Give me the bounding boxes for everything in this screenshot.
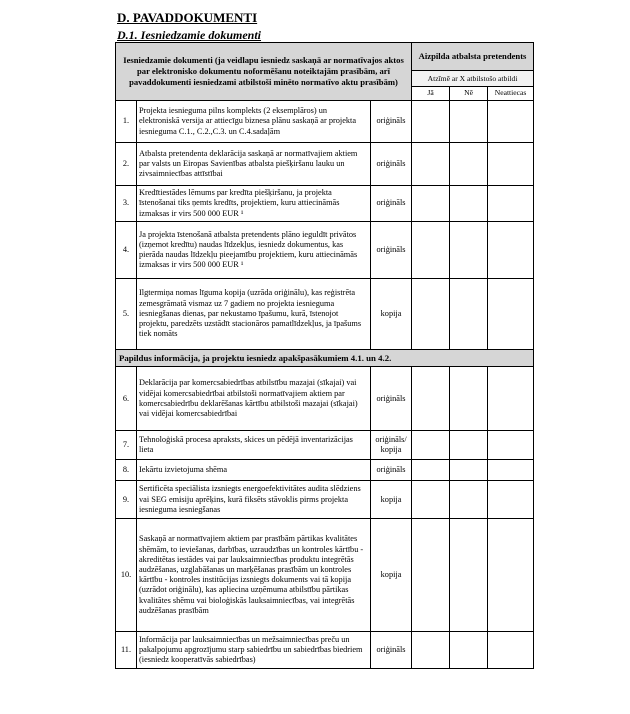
checkbox-no[interactable] xyxy=(450,632,488,669)
documents-column-header: Iesniedzamie dokumenti (ja veidlapu iesniedz saskaņā ar normatīvajos aktos par elektronisko dokumentu noformēšanu noteiktajām prasībām, arī pavaddokumenti iesniedzami atbilstoši minēto normatīvo aktu prasībām) xyxy=(116,43,412,101)
checkbox-na[interactable] xyxy=(488,431,534,460)
checkbox-yes[interactable] xyxy=(412,222,450,279)
table-row xyxy=(116,186,534,222)
checkbox-yes[interactable] xyxy=(412,367,450,431)
document-description: Saskaņā ar normatīvajiem aktiem par prasībām pārtikas kvalitātes shēmām, to ieviešanas, darbības, uzraudzības un kontroles kārtību - akreditētas iestādes vai par lauksaimniecības produktu integrētās audzēšanas, uzglabāšanas un marķēšanas prasībām un kontroles kārtību - kontroles institūcijas izsniegts dokuments vai tā kopija (uzrādot oriģinālu), kas apliecina uzņēmuma atbilstību pārtikas kvalitātes shēmu vai bioloģiskās lauksaimniecības, vai integrētās audzēšanas prasībām xyxy=(137,519,371,632)
checkbox-yes[interactable] xyxy=(412,431,450,460)
checkbox-no[interactable] xyxy=(450,460,488,481)
table-row xyxy=(116,431,534,460)
table-row xyxy=(116,279,534,350)
checkbox-na[interactable] xyxy=(488,519,534,632)
checkbox-yes[interactable] xyxy=(412,519,450,632)
document-description: Ilgtermiņa nomas līguma kopija (uzrāda oriģinālu), kas reģistrēta zemesgrāmatā vismaz uz 7 gadiem no projekta iesnieguma iesniegšanas dienas, par nekustamo īpašumu, kurā, īstenojot projektu, paredzēts uzstādīt stacionāros pamatlīdzekļus, ja īpašums tiek nomāts xyxy=(137,279,371,350)
row-number: 3. xyxy=(116,186,137,222)
document-description: Projekta iesnieguma pilns komplekts (2 eksemplāros) un elektroniskā versija ar attiecīgu biznesa plānu saskaņā ar projekta iesnieguma C.1., C.2.,C.3. un C.4.sadaļām xyxy=(137,101,371,143)
subsection-heading: D.1. Iesniedzamie dokumenti xyxy=(117,28,262,42)
document-form: oriģināls xyxy=(371,460,412,481)
document-description: Informācija par lauksaimniecības un mežsaimniecības preču un pakalpojumu apgrozījumu starp sabiedrību un sabiedrības biedriem (iesniedz kooperatīvās sabiedrības) xyxy=(137,632,371,669)
checkbox-yes[interactable] xyxy=(412,101,450,143)
row-number: 1. xyxy=(116,101,137,143)
table-row xyxy=(116,481,534,519)
checkbox-yes[interactable] xyxy=(412,143,450,186)
document-description: Ja projekta īstenošanā atbalsta pretendents plāno ieguldīt privātos (izņemot kredītu) naudas līdzekļus, iesniedz dokumentus, kas pierāda naudas līdzekļu pieejamību projektiem, kuru attiecināmās izmaksas ir virs 500 000 EUR ¹ xyxy=(137,222,371,279)
checkbox-no[interactable] xyxy=(450,519,488,632)
checkbox-na[interactable] xyxy=(488,632,534,669)
checkbox-na[interactable] xyxy=(488,222,534,279)
checkbox-na[interactable] xyxy=(488,367,534,431)
table-row xyxy=(116,143,534,186)
document-description: Tehnoloģiskā procesa apraksts, skices un pēdējā inventarizācijas lieta xyxy=(137,431,371,460)
col-yes-header: Jā xyxy=(412,87,450,101)
section-row-additional-info: Papildus informācija, ja projektu iesniedz apakšpasākumiem 4.1. un 4.2. xyxy=(116,350,534,367)
row-number: 6. xyxy=(116,367,137,431)
document-description: Deklarācija par komercsabiedrības atbilstību mazajai (sīkajai) vai vidējai komercsabiedrībai atbilstoši normatīvajiem aktiem par komercsabiedrību deklarēšanas kārtību atbilstoši mazajai (sīkajai) vai vidējai komercsabiedrībai xyxy=(137,367,371,431)
checkbox-yes[interactable] xyxy=(412,632,450,669)
checkbox-yes[interactable] xyxy=(412,460,450,481)
table-row xyxy=(116,460,534,481)
document-description: Kredītiestādes lēmums par kredīta piešķiršanu, ja projekta īstenošanai tiks ņemts kredīts, projektiem, kuru attiecināmās izmaksas ir virs 500 000 EUR ¹ xyxy=(137,186,371,222)
checkbox-no[interactable] xyxy=(450,186,488,222)
row-number: 7. xyxy=(116,431,137,460)
checkbox-no[interactable] xyxy=(450,367,488,431)
checkbox-yes[interactable] xyxy=(412,186,450,222)
checkbox-na[interactable] xyxy=(488,101,534,143)
col-na-header: Neattiecas xyxy=(488,87,534,101)
document-form: oriģināls xyxy=(371,222,412,279)
table-row xyxy=(116,632,534,669)
checkbox-no[interactable] xyxy=(450,101,488,143)
document-form: oriģināls xyxy=(371,186,412,222)
documents-table xyxy=(115,42,534,669)
fill-by-header: Aizpilda atbalsta pretendents xyxy=(412,43,534,71)
checkbox-no[interactable] xyxy=(450,481,488,519)
document-description: Atbalsta pretendenta deklarācija saskaņā ar normatīvajiem aktiem par valsts un Eiropas Savienības atbalsta piešķiršanu lauku un zivsaimniecības attīstībai xyxy=(137,143,371,186)
section-heading: D. PAVADDOKUMENTI xyxy=(117,10,258,25)
checkbox-na[interactable] xyxy=(488,279,534,350)
checkbox-na[interactable] xyxy=(488,481,534,519)
col-no-header: Nē xyxy=(450,87,488,101)
row-number: 2. xyxy=(116,143,137,186)
table-row xyxy=(116,367,534,431)
checkbox-no[interactable] xyxy=(450,222,488,279)
row-number: 9. xyxy=(116,481,137,519)
document-form: oriģināls xyxy=(371,632,412,669)
document-form: kopija xyxy=(371,481,412,519)
document-description: Sertificēta speciālista izsniegts energoefektivitātes audita slēdziens vai SEG emisiju aprēķins, kurā fiksēts stāvoklis pirms projekta iesnieguma iesniegšanas xyxy=(137,481,371,519)
document-form: oriģināls xyxy=(371,367,412,431)
row-number: 5. xyxy=(116,279,137,350)
row-number: 10. xyxy=(116,519,137,632)
checkbox-no[interactable] xyxy=(450,143,488,186)
table-row xyxy=(116,101,534,143)
checkbox-no[interactable] xyxy=(450,279,488,350)
checkbox-na[interactable] xyxy=(488,460,534,481)
checkbox-na[interactable] xyxy=(488,186,534,222)
table-row xyxy=(116,519,534,632)
row-number: 4. xyxy=(116,222,137,279)
document-form: oriģināls xyxy=(371,101,412,143)
document-form: kopija xyxy=(371,279,412,350)
checkbox-yes[interactable] xyxy=(412,481,450,519)
table-row xyxy=(116,222,534,279)
row-number: 11. xyxy=(116,632,137,669)
checkbox-na[interactable] xyxy=(488,143,534,186)
checkbox-no[interactable] xyxy=(450,431,488,460)
document-form: oriģināls xyxy=(371,143,412,186)
document-form: kopija xyxy=(371,519,412,632)
document-description: Iekārtu izvietojuma shēma xyxy=(137,460,371,481)
document-form: oriģināls/ kopija xyxy=(371,431,412,460)
row-number: 8. xyxy=(116,460,137,481)
mark-instruction-header: Atzīmē ar X atbilstošo atbildi xyxy=(412,71,534,87)
checkbox-yes[interactable] xyxy=(412,279,450,350)
